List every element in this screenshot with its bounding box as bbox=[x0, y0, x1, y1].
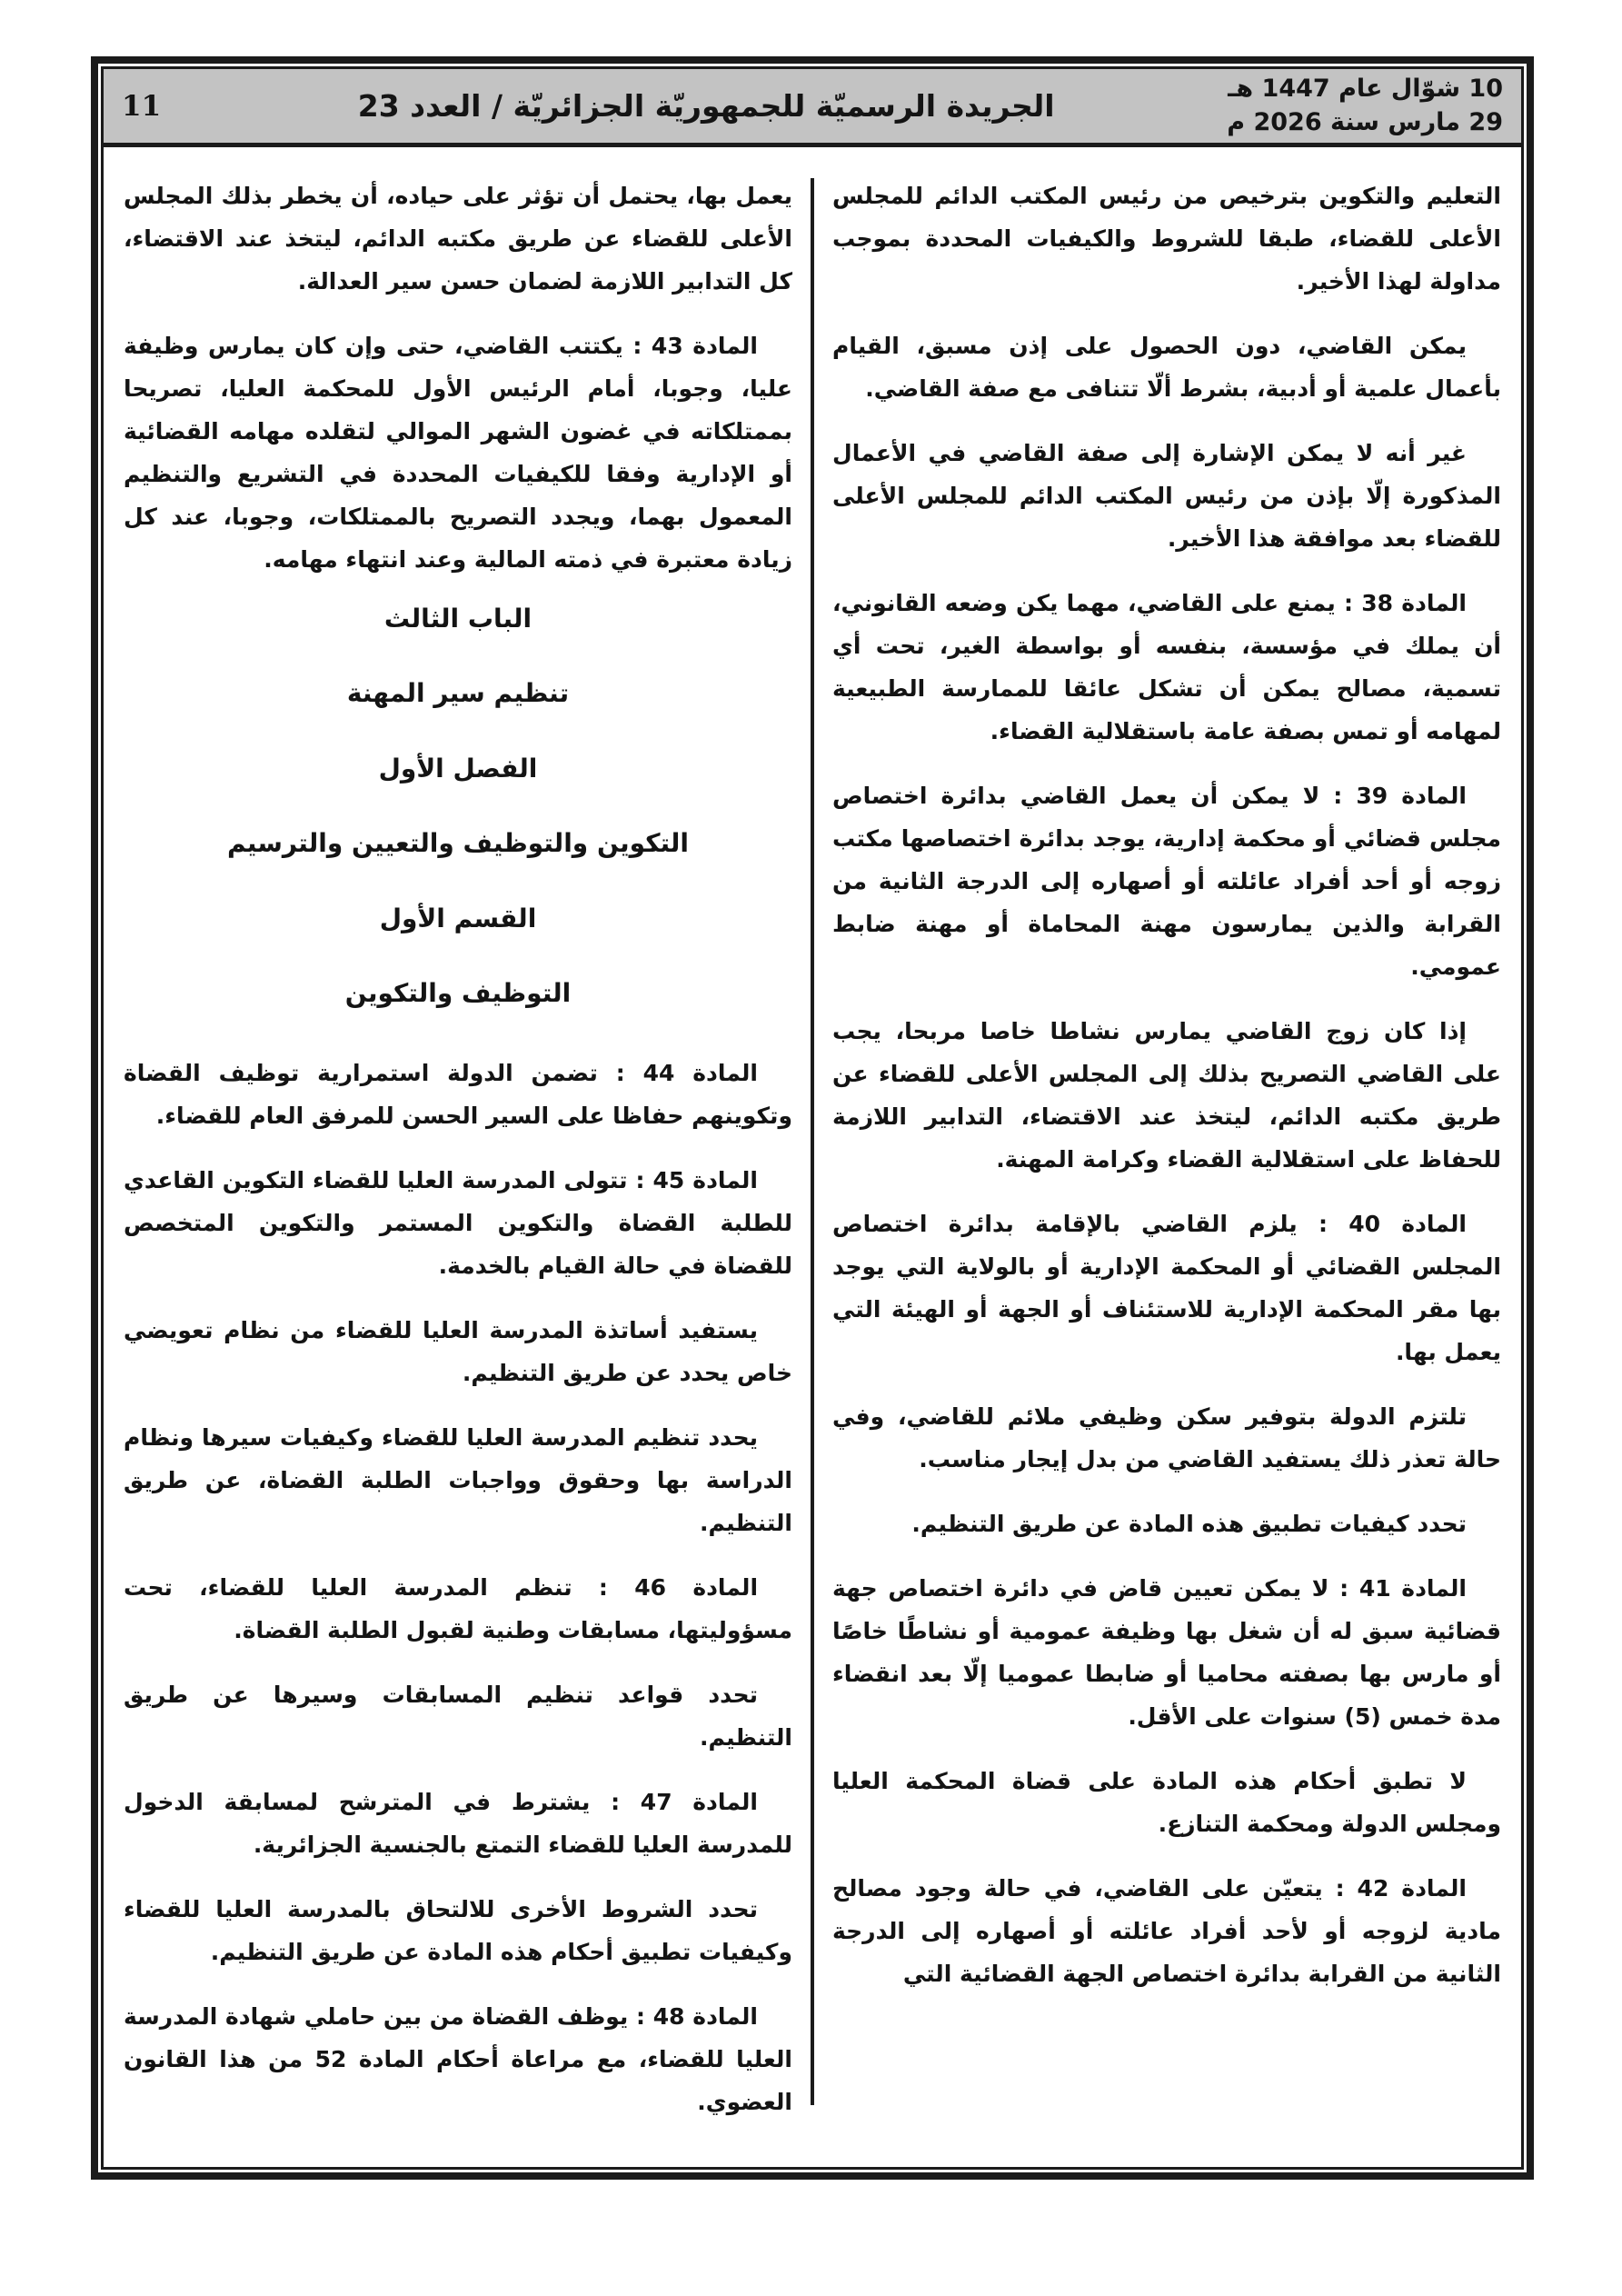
article-paragraph: المادة 39 : لا يمكن أن يعمل القاضي بدائرة اختصاص مجلس قضائي أو محكمة إدارية، يوجد بدائرة اختصاصها مكتب زوجه أو أحد أفراد عائلته أو أصهاره إلى الدرجة الثانية من القرابة والذين يمارسون مهنة المحاماة أو مهنة ضابط عمومي. bbox=[832, 783, 1501, 980]
column-divider-rule bbox=[811, 178, 814, 2105]
article-paragraph: المادة 40 : يلزم القاضي بالإقامة بدائرة اختصاص المجلس القضائي أو المحكمة الإدارية أو بالولاية التي يوجد بها مقر المحكمة الإدارية للاستئناف أو الجهة أو الهيئة التي يعمل بها. bbox=[832, 1211, 1501, 1365]
body-paragraph: يعمل بها، يحتمل أن تؤثر على حياده، أن يخطر بذلك المجلس الأعلى للقضاء عن طريق مكتبه الدائم، ليتخذ عند الاقتضاء، كل التدابير اللازمة لضمان حسن سير العدالة. bbox=[124, 183, 792, 294]
article-paragraph: المادة 46 : تنظم المدرسة العليا للقضاء، تحت مسؤوليتها، مسابقات وطنية لقبول الطلبة القضاة. bbox=[124, 1574, 792, 1644]
page-header bbox=[104, 69, 1521, 147]
article-number-label: المادة 47 : bbox=[590, 1789, 758, 1816]
date-gregorian: 29 مارس سنة 2026 م bbox=[1227, 107, 1503, 136]
section-heading: تنظيم سير المهنة bbox=[346, 678, 570, 709]
section-heading: الباب الثالث bbox=[383, 604, 532, 634]
gazette-title: الجريدة الرسميّة للجمهوريّة الجزائريّة / العدد 23 bbox=[357, 88, 1055, 124]
two-column-content bbox=[104, 147, 1521, 2167]
body-paragraph: غير أنه لا يمكن الإشارة إلى صفة القاضي في الأعمال المذكورة إلّا بإذن من رئيس المكتب الدائم للمجلس الأعلى للقضاء بعد موافقة هذا الأخير. bbox=[832, 440, 1501, 552]
right-column bbox=[825, 175, 1508, 2152]
article-paragraph: المادة 44 : تضمن الدولة استمرارية توظيف القضاة وتكوينهم حفاظا على السير الحسن للمرفق العام للقضاء. bbox=[124, 1060, 792, 1130]
header-dates bbox=[1227, 73, 1503, 139]
left-column bbox=[116, 175, 800, 2152]
article-number-label: المادة 39 : bbox=[1319, 783, 1467, 809]
article-paragraph: المادة 45 : تتولى المدرسة العليا للقضاء التكوين القاعدي للطلبة القضاة والتكوين المستمر والتكوين المتخصص للقضاة في حالة القيام بالخدمة. bbox=[124, 1167, 792, 1280]
body-paragraph: تحدد كيفيات تطبيق هذه المادة عن طريق التنظيم. bbox=[911, 1511, 1467, 1537]
section-heading: الفصل الأول bbox=[378, 753, 538, 784]
article-number-label: المادة 46 : bbox=[572, 1574, 759, 1602]
body-paragraph: تلتزم الدولة بتوفير سكن وظيفي ملائم للقاضي، وفي حالة تعذر ذلك يستفيد القاضي من بدل إيجار مناسب. bbox=[832, 1403, 1501, 1472]
page-number: 11 bbox=[122, 89, 162, 123]
section-heading: التوظيف والتكوين bbox=[344, 977, 572, 1008]
section-heading: القسم الأول bbox=[379, 903, 537, 933]
page-outer-frame bbox=[91, 56, 1534, 2180]
section-heading: التكوين والتوظيف والتعيين والترسيم bbox=[226, 828, 690, 859]
body-paragraph: يستفيد أساتذة المدرسة العليا للقضاء من نظام تعويضي خاص يحدد عن طريق التنظيم. bbox=[124, 1317, 792, 1387]
article-number-label: المادة 41 : bbox=[1328, 1575, 1468, 1602]
article-number-label: المادة 40 : bbox=[1297, 1211, 1467, 1237]
article-paragraph: المادة 41 : لا يمكن تعيين قاض في دائرة اختصاص جهة قضائية سبق له أن شغل بها وظيفة عمومية أو نشاطًا خاصًا أو مارس بها بصفته محاميا أو ضابطا عموميا إلّا بعد انقضاء مدة خمس (5) سنوات على الأقل. bbox=[832, 1575, 1501, 1730]
body-paragraph: تحدد قواعد تنظيم المسابقات وسيرها عن طريق التنظيم. bbox=[124, 1682, 792, 1752]
article-number-label: المادة 38 : bbox=[1335, 590, 1467, 616]
article-paragraph: المادة 38 : يمنع على القاضي، مهما يكن وضعه القانوني، أن يملك في مؤسسة، بنفسه أو بواسطة الغير، تحت أي تسمية، مصالح يمكن أن تشكل عائقا للممارسة الطبيعية لمهامه أو تمس بصفة عامة باستقلالية القضاء. bbox=[832, 590, 1501, 744]
article-paragraph: المادة 47 : يشترط في المترشح لمسابقة الدخول للمدرسة العليا للقضاء التمتع بالجنسية الجزائرية. bbox=[124, 1789, 792, 1859]
body-paragraph: يمكن القاضي، دون الحصول على إذن مسبق، القيام بأعمال علمية أو أدبية، بشرط ألّا تتنافى مع صفة القاضي. bbox=[832, 333, 1501, 402]
article-number-label: المادة 48 : bbox=[628, 2003, 759, 2031]
article-number-label: المادة 42 : bbox=[1322, 1875, 1467, 1902]
article-number-label: المادة 45 : bbox=[627, 1167, 759, 1194]
body-paragraph: تحدد الشروط الأخرى للالتحاق بالمدرسة العليا للقضاء وكيفيات تطبيق أحكام هذه المادة عن طريق التنظيم. bbox=[124, 1896, 792, 1966]
body-paragraph: التعليم والتكوين بترخيص من رئيس المكتب الدائم للمجلس الأعلى للقضاء، طبقا للشروط والكيفيات المحددة بموجب مداولة لهذا الأخير. bbox=[832, 183, 1501, 294]
page-inner-frame bbox=[101, 66, 1524, 2170]
article-paragraph: المادة 48 : يوظف القضاة من بين حاملي شهادة المدرسة العليا للقضاء، مع مراعاة أحكام المادة 52 من هذا القانون العضوي. bbox=[124, 2003, 792, 2116]
body-paragraph: يحدد تنظيم المدرسة العليا للقضاء وكيفيات سيرها ونظام الدراسة بها وحقوق وواجبات الطلبة القضاة، عن طريق التنظيم. bbox=[124, 1424, 792, 1537]
body-paragraph: إذا كان زوج القاضي يمارس نشاطا خاصا مربحا، يجب على القاضي التصريح بذلك إلى المجلس الأعلى للقضاء عن طريق مكتبه الدائم، ليتخذ عند الاقتضاء، التدابير اللازمة للحفاظ على استقلالية القضاء وكرامة المهنة. bbox=[832, 1018, 1501, 1173]
body-paragraph: لا تطبق أحكام هذه المادة على قضاة المحكمة العليا ومجلس الدولة ومحكمة التنازع. bbox=[832, 1768, 1501, 1837]
date-hijri: 10 شوّال عام 1447 هـ bbox=[1228, 75, 1503, 104]
article-paragraph: المادة 42 : يتعيّن على القاضي، في حالة وجود مصالح مادية لزوجه أو لأحد أفراد عائلته أو أصهاره إلى الدرجة الثانية من القرابة بدائرة اختصاص الجهة القضائية التي bbox=[832, 1875, 1501, 1987]
article-number-label: المادة 44 : bbox=[597, 1060, 758, 1087]
article-paragraph: المادة 43 : يكتتب القاضي، حتى وإن كان يمارس وظيفة عليا، وجوبا، أمام الرئيس الأول للمحكمة العليا، تصريحا بممتلكاته في غضون الشهر الموالي لتقلده مهامه القضائية أو الإدارية وفقا للكيفيات المحددة في التشريع والتنظيم المعمول بهما، ويجدد التصريح بالممتلكات، وجوبا، عند كل زيادة معتبرة في ذمته المالية وعند انتهاء مهامه. bbox=[124, 333, 792, 573]
article-number-label: المادة 43 : bbox=[622, 333, 759, 359]
